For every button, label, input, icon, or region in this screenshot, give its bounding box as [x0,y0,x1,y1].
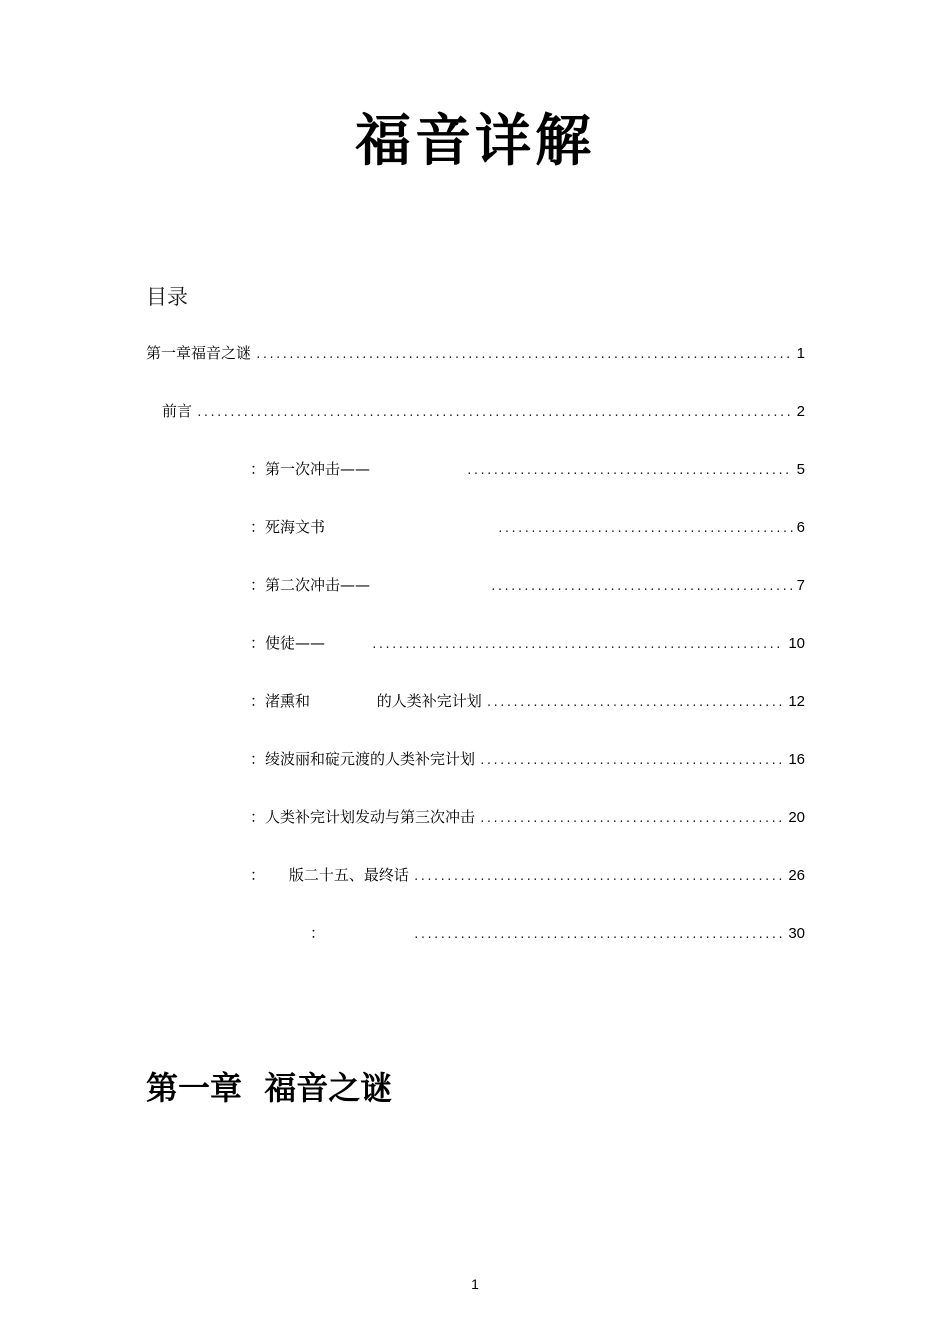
toc-entry-page: 16 [788,751,805,768]
page-number: 1 [471,1276,479,1292]
toc-entry-label: ：死海文书 [250,518,326,536]
chapter-heading: 第一章 福音之谜 [146,1069,393,1107]
toc-entry-page: 7 [796,577,805,594]
toc-entry-final-episode[interactable] [250,865,805,885]
toc-entry-label: ： 版二十五、最终话 [250,866,409,884]
toc-dot-leader [413,925,784,945]
toc-entry-page: 12 [788,693,805,710]
toc-entry-rei-gendo-plan[interactable] [250,749,805,769]
toc-entry-label: ：使徒—— [250,634,326,652]
toc-entry-page: 1 [796,345,805,362]
toc-dot-leader [196,403,793,423]
toc-dot-leader [497,519,793,539]
toc-dot-leader [486,693,785,713]
toc-entry-page: 5 [796,461,805,478]
toc-entry-page: 10 [788,635,805,652]
toc-dot-leader [479,809,784,829]
toc-entry-label: 前言 [162,402,193,420]
toc-entry-page: 20 [788,809,805,826]
document-title: 福音详解 [355,109,595,174]
toc-entry-second-impact[interactable] [250,575,805,595]
toc-entry-label: ：第二次冲击—— [250,576,371,594]
toc-dot-leader [466,461,793,481]
toc-entry-preface[interactable] [162,401,805,421]
toc-entry-first-impact[interactable] [250,459,805,479]
toc-entry-page: 2 [796,403,805,420]
toc-entry-label: ： [310,924,326,942]
toc-dot-leader [371,635,784,655]
toc-entry-label: ：绫波丽和碇元渡的人类补完计划 [250,750,476,768]
toc-entry-last[interactable] [310,923,805,943]
toc-dot-leader [490,577,793,597]
toc-dot-leader [255,345,793,365]
toc-entry-label: ：渚熏和 的人类补完计划 [250,692,482,710]
toc-entry-kaworu-plan[interactable] [250,691,805,711]
toc-entry-label: 第一章福音之谜 [146,344,252,362]
toc-entry-label: ：人类补完计划发动与第三次冲击 [250,808,476,826]
toc-entry-page: 26 [788,867,805,884]
toc-dot-leader [479,751,784,771]
toc-heading: 目录 [146,285,188,309]
toc-dot-leader [413,867,784,887]
toc-entry-dead-sea-scrolls[interactable] [250,517,805,537]
toc-entry-chapter-1[interactable] [146,343,805,363]
toc-entry-page: 6 [796,519,805,536]
toc-entry-label: ：第一次冲击—— [250,460,371,478]
toc-entry-third-impact[interactable] [250,807,805,827]
toc-entry-apostles[interactable] [250,633,805,653]
toc-entry-page: 30 [788,925,805,942]
